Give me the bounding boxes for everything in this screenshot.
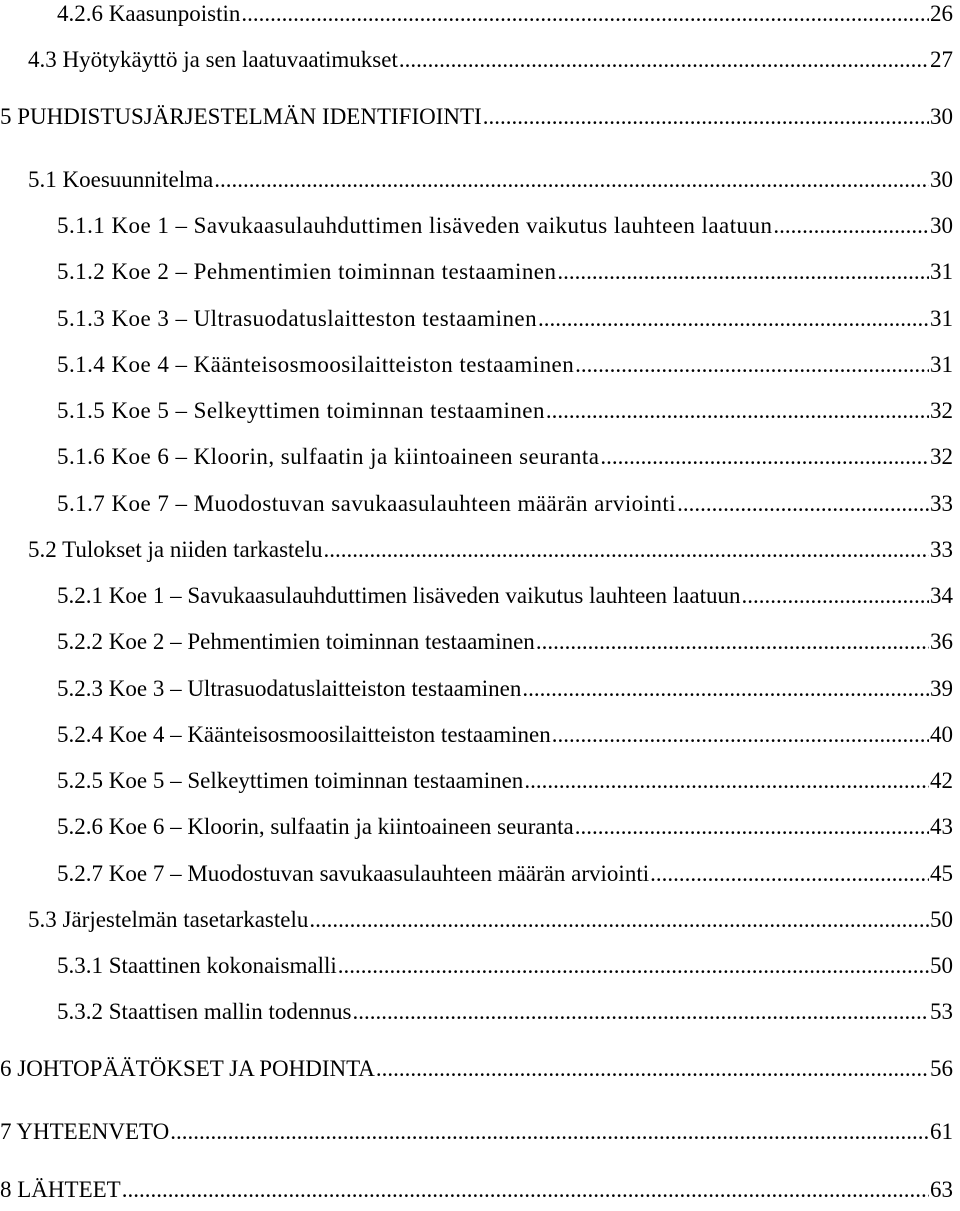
toc-entry-title: 4.3 Hyötykäyttö ja sen laatuvaatimukset (28, 47, 398, 72)
toc-entry-title: 5 PUHDISTUSJÄRJESTELMÄN IDENTIFIOINTI (0, 104, 482, 129)
toc-entry-title: 5.2.1 Koe 1 – Savukaasulauhduttimen lisäveden vaikutus lauhteen laatuun (57, 583, 741, 608)
toc-entry-page: 34 (930, 583, 953, 608)
toc-entry-page: 42 (930, 768, 953, 793)
toc-dot-leader (650, 860, 929, 888)
toc-entry-title: 5.1 Koesuunnitelma (28, 167, 214, 192)
toc-entry-page: 27 (930, 47, 953, 72)
toc-entry-page: 26 (930, 1, 953, 26)
toc-dot-leader (546, 397, 929, 425)
toc-entry[interactable] (57, 258, 953, 286)
toc-entry-page: 30 (930, 213, 953, 238)
toc-dot-leader (552, 721, 929, 749)
toc-entry-title: 5.1.1 Koe 1 – Savukaasulauhduttimen lisäveden vaikutus lauhteen laatuun (57, 213, 773, 238)
toc-entry[interactable] (57, 628, 953, 656)
toc-dot-leader (677, 490, 929, 518)
toc-dot-leader (483, 103, 929, 131)
toc-dot-leader (600, 443, 929, 471)
toc-entry-title: 4.2.6 Kaasunpoistin (57, 1, 241, 26)
toc-dot-leader (324, 536, 929, 564)
toc-entry[interactable] (57, 305, 953, 333)
toc-entry-title: 5.2.3 Koe 3 – Ultrasuodatuslaitteiston testaaminen (57, 676, 522, 701)
toc-entry-page: 56 (930, 1056, 953, 1081)
toc-entry-page: 61 (930, 1119, 953, 1144)
toc-dot-leader (575, 351, 929, 379)
toc-entry-page: 31 (930, 352, 953, 377)
toc-entry-title: 5.3 Järjestelmän tasetarkastelu (28, 907, 309, 932)
toc-entry-title: 5.2.7 Koe 7 – Muodostuvan savukaasulauhteen määrän arviointi (57, 861, 650, 886)
toc-entry[interactable] (57, 721, 953, 749)
toc-entry-title: 5.1.3 Koe 3 – Ultrasuodatuslaitteston testaaminen (57, 306, 538, 331)
toc-entry-title: 5.3.1 Staattinen kokonaismalli (57, 953, 337, 978)
toc-entry[interactable] (0, 1176, 953, 1204)
toc-entry[interactable] (57, 675, 953, 703)
toc-entry-title: 5.1.4 Koe 4 – Käänteisosmoosilaitteiston testaaminen (57, 352, 575, 377)
toc-entry-title: 5.2.6 Koe 6 – Kloorin, sulfaatin ja kiintoaineen seuranta (57, 814, 574, 839)
toc-entry-title: 6 JOHTOPÄÄTÖKSET JA POHDINTA (0, 1056, 375, 1081)
toc-dot-leader (522, 675, 929, 703)
toc-entry[interactable] (57, 582, 953, 610)
toc-entry-page: 45 (930, 861, 953, 886)
toc-entry-page: 39 (930, 676, 953, 701)
toc-dot-leader (353, 998, 930, 1026)
toc-entry[interactable] (28, 536, 953, 564)
toc-dot-leader (309, 906, 929, 934)
toc-entry-title: 5.2.4 Koe 4 – Käänteisosmoosilaitteiston testaaminen (57, 722, 551, 747)
toc-entry-title: 8 LÄHTEET (0, 1177, 121, 1202)
toc-dot-leader (170, 1118, 929, 1146)
toc-dot-leader (399, 46, 929, 74)
toc-entry-page: 30 (930, 104, 953, 129)
toc-entry-title: 5.2.2 Koe 2 – Pehmentimien toiminnan testaaminen (57, 629, 535, 654)
toc-dot-leader (524, 767, 929, 795)
toc-entry[interactable] (57, 443, 953, 471)
toc-entry[interactable] (57, 212, 953, 240)
toc-entry[interactable] (57, 860, 953, 888)
toc-entry[interactable] (57, 351, 953, 379)
toc-entry[interactable] (57, 767, 953, 795)
toc-entry[interactable] (57, 952, 953, 980)
toc-entry-title: 5.3.2 Staattisen mallin todennus (57, 999, 352, 1024)
toc-entry-title: 5.1.5 Koe 5 – Selkeyttimen toiminnan testaaminen (57, 398, 545, 423)
toc-entry-page: 32 (930, 444, 953, 469)
toc-entry-page: 40 (930, 722, 953, 747)
toc-entry-title: 7 YHTEENVETO (0, 1119, 170, 1144)
toc-entry-page: 32 (930, 398, 953, 423)
toc-entry-page: 50 (930, 907, 953, 932)
toc-entry-title: 5.1.6 Koe 6 – Kloorin, sulfaatin ja kiintoaineen seuranta (57, 444, 600, 469)
toc-entry[interactable] (0, 103, 953, 131)
toc-dot-leader (122, 1176, 929, 1204)
toc-dot-leader (538, 305, 929, 333)
toc-entry-title: 5.1.2 Koe 2 – Pehmentimien toiminnan testaaminen (57, 259, 557, 284)
toc-dot-leader (338, 952, 929, 980)
toc-entry-page: 50 (930, 953, 953, 978)
toc-entry[interactable] (28, 906, 953, 934)
toc-entry-page: 33 (930, 491, 953, 516)
toc-dot-leader (741, 582, 929, 610)
toc-entry[interactable] (57, 0, 953, 28)
toc-dot-leader (214, 166, 929, 194)
toc-entry-page: 31 (930, 306, 953, 331)
toc-entry[interactable] (0, 1118, 953, 1146)
toc-entry[interactable] (28, 46, 953, 74)
toc-entry-page: 33 (930, 537, 953, 562)
toc-entry-title: 5.2 Tulokset ja niiden tarkastelu (28, 537, 323, 562)
toc-entry-title: 5.2.5 Koe 5 – Selkeyttimen toiminnan testaaminen (57, 768, 524, 793)
toc-entry[interactable] (28, 166, 953, 194)
toc-dot-leader (241, 0, 929, 28)
toc-entry-page: 53 (930, 999, 953, 1024)
toc-dot-leader (575, 813, 929, 841)
toc-entry-title: 5.1.7 Koe 7 – Muodostuvan savukaasulauhteen määrän arviointi (57, 491, 677, 516)
toc-entry-page: 36 (930, 629, 953, 654)
toc-entry[interactable] (57, 490, 953, 518)
toc-entry-page: 30 (930, 167, 953, 192)
toc-entry[interactable] (0, 1055, 953, 1083)
toc-dot-leader (536, 628, 929, 656)
toc-dot-leader (376, 1055, 929, 1083)
toc-entry-page: 63 (930, 1177, 953, 1202)
toc-entry-page: 31 (930, 259, 953, 284)
toc-entry[interactable] (57, 813, 953, 841)
toc-dot-leader (773, 212, 929, 240)
toc-entry-page: 43 (930, 814, 953, 839)
toc-entry[interactable] (57, 998, 953, 1026)
toc-dot-leader (557, 258, 929, 286)
toc-entry[interactable] (57, 397, 953, 425)
